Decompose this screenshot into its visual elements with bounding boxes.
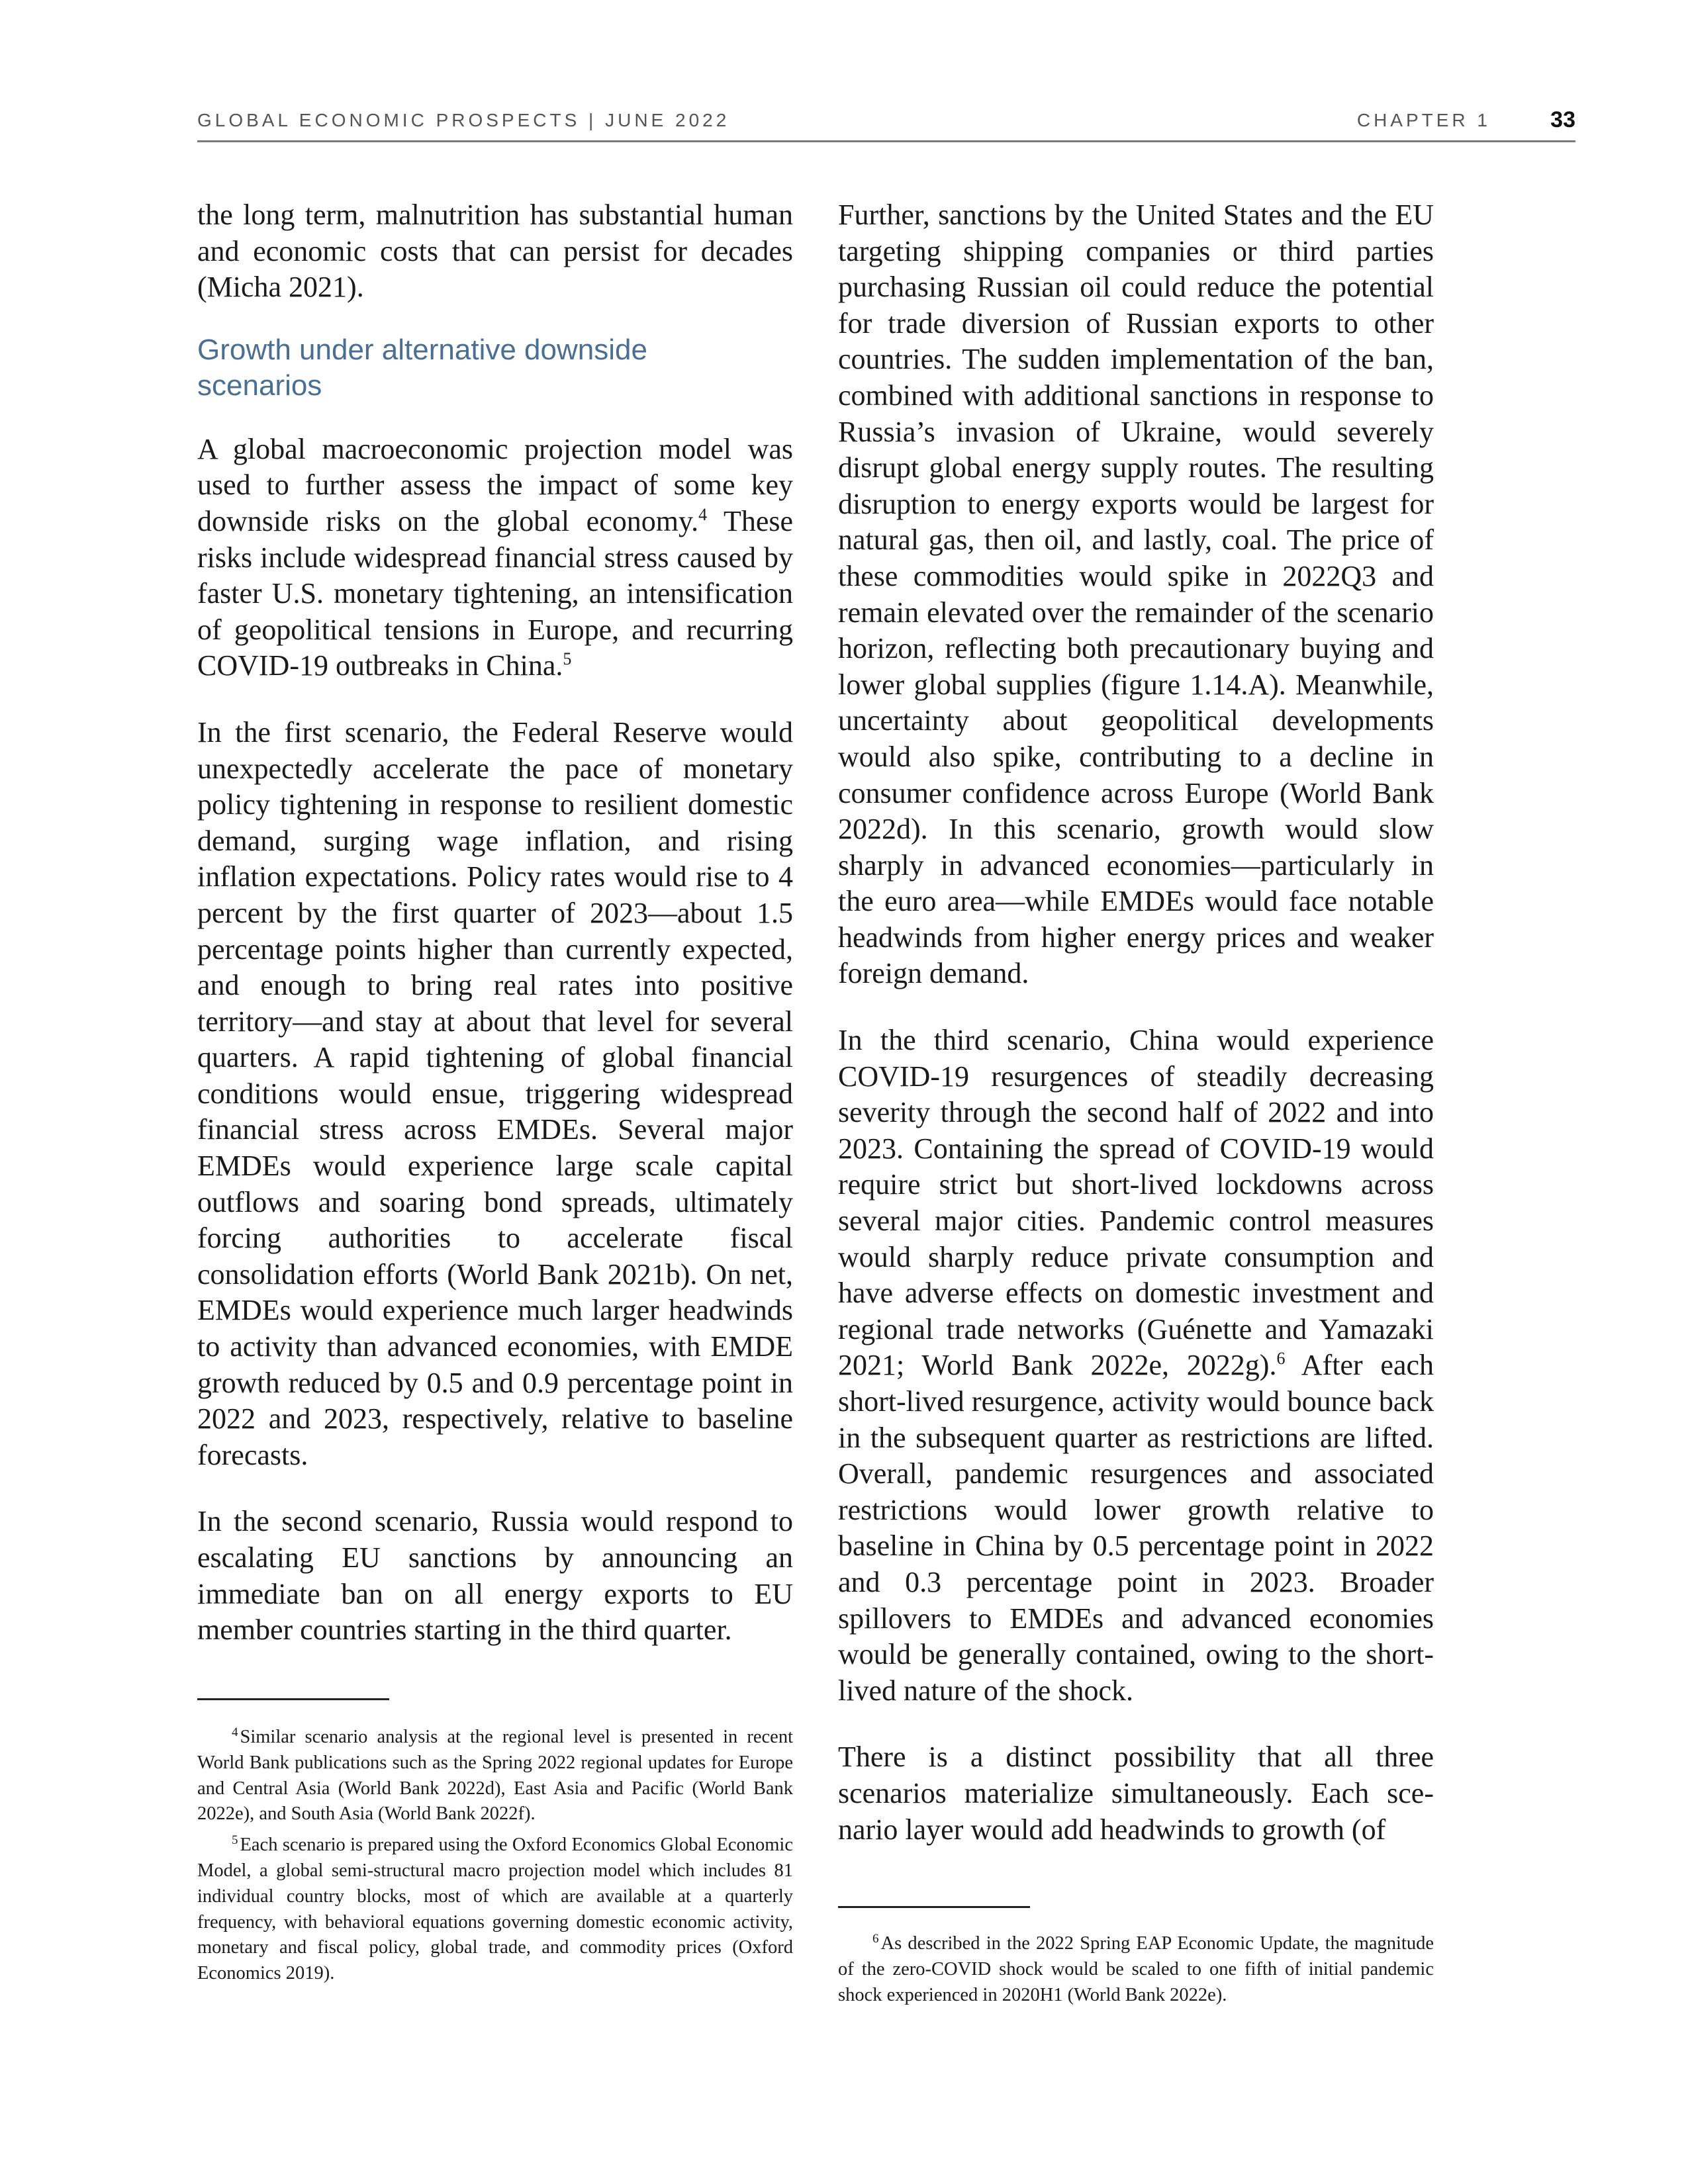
footnote-text: Similar scenario analysis at the regional level is presented in recent World Bank publications such as the Spring 2022 regional updates for Europe and Central Asia (World Bank 2022d), East Asia and Pacific (World Bank 2022e), and South Asia (World Bank 2022f). <box>197 1727 793 1825</box>
footnote-number: 4 <box>232 1725 238 1739</box>
paragraph-text: A global macroeconomic projection model was used to further assess the impact of some key downside risks on the global economy. <box>197 432 793 537</box>
footnote-5 <box>197 1833 793 1987</box>
paragraph-continuation: the long term, malnutrition has substantial human and economic costs that can persist for decades (Micha 2021). <box>197 199 793 304</box>
footnote-ref-4[interactable]: 4 <box>698 504 708 524</box>
footnote-number: 5 <box>232 1833 238 1848</box>
footnote-divider <box>197 1698 389 1700</box>
footnote-4 <box>197 1725 793 1827</box>
paragraph-model-intro <box>197 432 793 684</box>
paragraph-sanctions: Further, sanctions by the United States and the EU targeting shipping companies or third parties purchasing Russian oil could reduce the potential for trade diversion of Russian exports to other countries. The sudden implementation of the ban, combined with additional sanctions in response to Russia’s invasion of Ukraine, would severely disrupt global energy supply routes. The resulting disruption to energy exports would be largest for natural gas, then oil, and lastly, coal. The price of these commodities would spike in 2022Q3 and remain elevated over the remainder of the scenario horizon, reflecting both precautionary buying and lower global supplies (figure 1.14.A). Meanwhile, uncertainty about geopolitical developments would also spike, contributing to a decline in consumer confidence across Europe (World Bank 2022d). In this scenario, growth would slow sharply in advanced economies—particularly in the euro area—while EMDEs would face notable headwinds from higher energy prices and weaker foreign demand. <box>838 199 1434 990</box>
footnote-text: As described in the 2022 Spring EAP Economic Update, the magnitude of the zero-COVID shock would be scaled to one fifth of initial pandemic shock experienced in 2020H1 (World Bank 2022e). <box>838 1933 1434 2005</box>
paragraph-text: These risks include widespread financial stress caused by faster U.S. monetary tightening, an intensification of geopolitical tensions in Europe, and recurring COVID-19 outbreaks in China. <box>197 504 794 682</box>
chapter-label: CHAPTER 1 <box>1356 110 1491 130</box>
publication-title: GLOBAL ECONOMIC PROSPECTS | JUNE 2022 <box>197 110 730 130</box>
paragraph-combined-scenarios: There is a distinct possibility that all three scenarios materialize simultaneously. Each sce-nario layer would add headwinds to growth (of <box>838 1741 1434 1846</box>
right-footnotes <box>838 1931 1434 2013</box>
paragraph-third-scenario <box>838 1023 1434 1709</box>
footnote-ref-6[interactable]: 6 <box>1276 1349 1286 1369</box>
footnote-ref-5[interactable]: 5 <box>563 649 572 669</box>
footnote-6 <box>838 1931 1434 2008</box>
page-number: 33 <box>1550 107 1575 132</box>
left-footnotes <box>197 1725 793 1992</box>
section-heading-line-1: Growth under alternative downside <box>197 333 647 366</box>
section-heading <box>197 332 793 404</box>
running-header <box>197 107 1575 142</box>
paragraph-second-scenario: In the second scenario, Russia would respond to escalating EU sanctions by announcing an immediate ban on all energy exports to EU member countries starting in the third quarter. <box>197 1505 793 1647</box>
paragraph-text: After each short-lived resurgence, activity would bounce back in the subsequent quarter as restrictions are lifted. Overall, pandemic resurgences and associated restrictions would lower growth relative to baseline in China by 0.5 percentage point in 2022 and 0.3 percentage point in 2023. Broader spillovers to EMDEs and advanced economies would be generally contained, owing to the short-lived nature of the shock. <box>838 1349 1434 1707</box>
footnote-text: Each scenario is prepared using the Oxford Economics Global Economic Model, a global semi-structural macro projection model which includes 81 individual country blocks, most of which are available at a quarterly frequency, with behavioral equations governing domestic economic activity, monetary and fiscal policy, global trade, and commodity prices (Oxford Economics 2019). <box>197 1835 793 1984</box>
paragraph-text: In the third scenario, China would experience COVID-19 resurgences of steadily decreasing severity through the second half of 2022 and into 2023. Containing the spread of COVID-19 would require strict but short-lived lockdowns across several major cities. Pandemic control measures would sharply reduce private consumption and have adverse effects on domestic investment and regional trade networks (Guénette and Yamazaki 2021; World Bank 2022e, 2022g). <box>838 1024 1434 1382</box>
left-column <box>197 197 793 1679</box>
footnote-divider <box>838 1906 1030 1908</box>
right-column <box>838 197 1434 1878</box>
footnote-number: 6 <box>872 1932 879 1946</box>
paragraph-first-scenario: In the first scenario, the Federal Reserve would unexpectedly accelerate the pace of monetary policy tightening in response to resilient domestic demand, surging wage inflation, and rising inflation expectations. Policy rates would rise to 4 percent by the first quarter of 2023—about 1.5 percentage points higher than currently expected, and enough to bring real rates into positive territory—and stay at about that level for several quarters. A rapid tightening of global financial conditions would ensue, triggering widespread financial stress across EMDEs. Several major EMDEs would experience large scale capital outflows and soaring bond spreads, ultimately forcing authorities to accelerate fiscal consolidation efforts (World Bank 2021b). On net, EMDEs would experience much larger headwinds to activity than advanced economies, with EMDE growth reduced by 0.5 and 0.9 percentage point in 2022 and 2023, respectively, relative to baseline forecasts. <box>197 715 793 1471</box>
section-heading-line-2: scenarios <box>197 369 322 402</box>
